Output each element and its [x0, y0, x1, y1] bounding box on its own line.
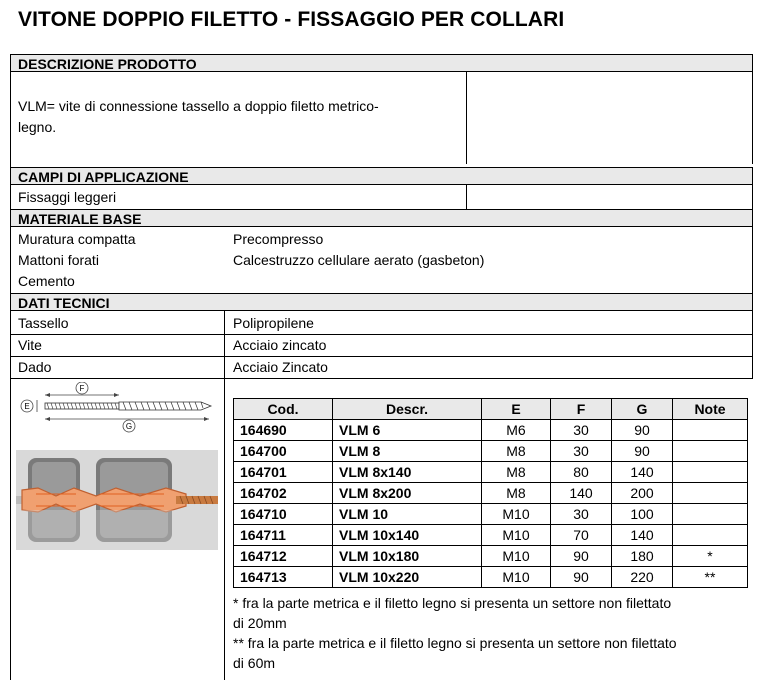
table-row: [234, 504, 748, 525]
cell-e: M8: [482, 441, 551, 462]
cell-descr: VLM 6: [333, 420, 482, 441]
cell-note: *: [673, 546, 748, 567]
column-header-f: F: [551, 399, 612, 420]
divider: [752, 72, 753, 164]
column-header-e: E: [482, 399, 551, 420]
dati-value: Acciaio Zincato: [233, 359, 328, 375]
cell-note: [673, 525, 748, 546]
cell-code: 164701: [234, 462, 333, 483]
divider: [752, 185, 753, 209]
cell-code: 164702: [234, 483, 333, 504]
table-row: [234, 441, 748, 462]
column-header-cod: Cod.: [234, 399, 333, 420]
cell-f: 90: [551, 567, 612, 588]
cell-g: 90: [612, 420, 673, 441]
cell-descr: VLM 10x180: [333, 546, 482, 567]
footnote-2-line-1: ** fra la parte metrica e il filetto legno si presenta un settore non filettato: [233, 635, 677, 651]
cell-code: 164713: [234, 567, 333, 588]
descrizione-line-2: legno.: [18, 119, 57, 135]
label-f: F: [79, 384, 85, 393]
cell-g: 100: [612, 504, 673, 525]
page-title: VITONE DOPPIO FILETTO - FISSAGGIO PER COLLARI: [18, 8, 565, 31]
cell-e: M8: [482, 462, 551, 483]
footnote-2-line-2: di 60m: [233, 655, 276, 671]
cell-f: 70: [551, 525, 612, 546]
column-header-note: Note: [673, 399, 748, 420]
cell-f: 30: [551, 420, 612, 441]
table-row: [234, 462, 748, 483]
cell-g: 200: [612, 483, 673, 504]
cell-f: 80: [551, 462, 612, 483]
cell-g: 140: [612, 462, 673, 483]
table-row: [234, 567, 748, 588]
divider: [11, 378, 753, 379]
table-row: [234, 420, 748, 441]
cell-note: [673, 420, 748, 441]
cell-descr: VLM 10x140: [333, 525, 482, 546]
cell-g: 140: [612, 525, 673, 546]
divider: [466, 185, 467, 209]
cell-g: 90: [612, 441, 673, 462]
cell-e: M6: [482, 420, 551, 441]
dati-label: Dado: [18, 359, 52, 375]
cell-note: [673, 462, 748, 483]
divider: [466, 72, 467, 164]
divider: [11, 356, 753, 357]
divider: [11, 334, 753, 335]
label-g: G: [125, 422, 133, 431]
cell-descr: VLM 8x200: [333, 483, 482, 504]
divider: [752, 227, 753, 293]
materiale-right-item: Calcestruzzo cellulare aerato (gasbeton): [233, 252, 485, 268]
dati-value: Acciaio zincato: [233, 337, 327, 353]
cell-descr: VLM 10x220: [333, 567, 482, 588]
cell-e: M8: [482, 483, 551, 504]
footnote-1-line-1: * fra la parte metrica e il filetto legno si presenta un settore non filettato: [233, 595, 672, 611]
cell-note: **: [673, 567, 748, 588]
cell-f: 140: [551, 483, 612, 504]
divider: [752, 311, 753, 378]
cell-descr: VLM 8: [333, 441, 482, 462]
cell-e: M10: [482, 525, 551, 546]
cell-code: 164710: [234, 504, 333, 525]
table-row: [234, 525, 748, 546]
cell-note: [673, 483, 748, 504]
dati-value: Polipropilene: [233, 315, 314, 331]
table-header-row: [234, 399, 748, 420]
cell-descr: VLM 8x140: [333, 462, 482, 483]
cell-code: 164700: [234, 441, 333, 462]
cell-note: [673, 441, 748, 462]
cell-code: 164711: [234, 525, 333, 546]
dati-label: Tassello: [18, 315, 69, 331]
materiale-left-item: Mattoni forati: [18, 252, 99, 268]
cell-code: 164690: [234, 420, 333, 441]
anchor-installation-image: [16, 450, 218, 550]
table-row: [234, 546, 748, 567]
section-header-dati: DATI TECNICI: [11, 293, 753, 311]
product-table: [233, 398, 748, 588]
cell-e: M10: [482, 504, 551, 525]
descrizione-line-1: VLM= vite di connessione tassello a doppio filetto metrico-: [18, 98, 379, 114]
campi-value: Fissaggi leggeri: [18, 189, 117, 205]
label-e: E: [24, 402, 30, 411]
product-sheet: [10, 54, 753, 680]
cell-e: M10: [482, 546, 551, 567]
dati-label: Vite: [18, 337, 42, 353]
materiale-left-item: Cemento: [18, 273, 75, 289]
section-header-materiale: MATERIALE BASE: [11, 209, 753, 227]
divider: [224, 311, 225, 680]
materiale-left-item: Muratura compatta: [18, 231, 136, 247]
cell-g: 220: [612, 567, 673, 588]
cell-f: 90: [551, 546, 612, 567]
cell-descr: VLM 10: [333, 504, 482, 525]
section-header-campi: CAMPI DI APPLICAZIONE: [11, 167, 753, 185]
cell-note: [673, 504, 748, 525]
cell-g: 180: [612, 546, 673, 567]
table-row: [234, 483, 748, 504]
materiale-right-item: Precompresso: [233, 231, 324, 247]
column-header-descr: Descr.: [333, 399, 482, 420]
cell-f: 30: [551, 504, 612, 525]
footnote-1-line-2: di 20mm: [233, 615, 287, 631]
cell-f: 30: [551, 441, 612, 462]
cell-code: 164712: [234, 546, 333, 567]
cell-e: M10: [482, 567, 551, 588]
column-header-g: G: [612, 399, 673, 420]
section-header-descrizione: DESCRIZIONE PRODOTTO: [11, 54, 753, 72]
